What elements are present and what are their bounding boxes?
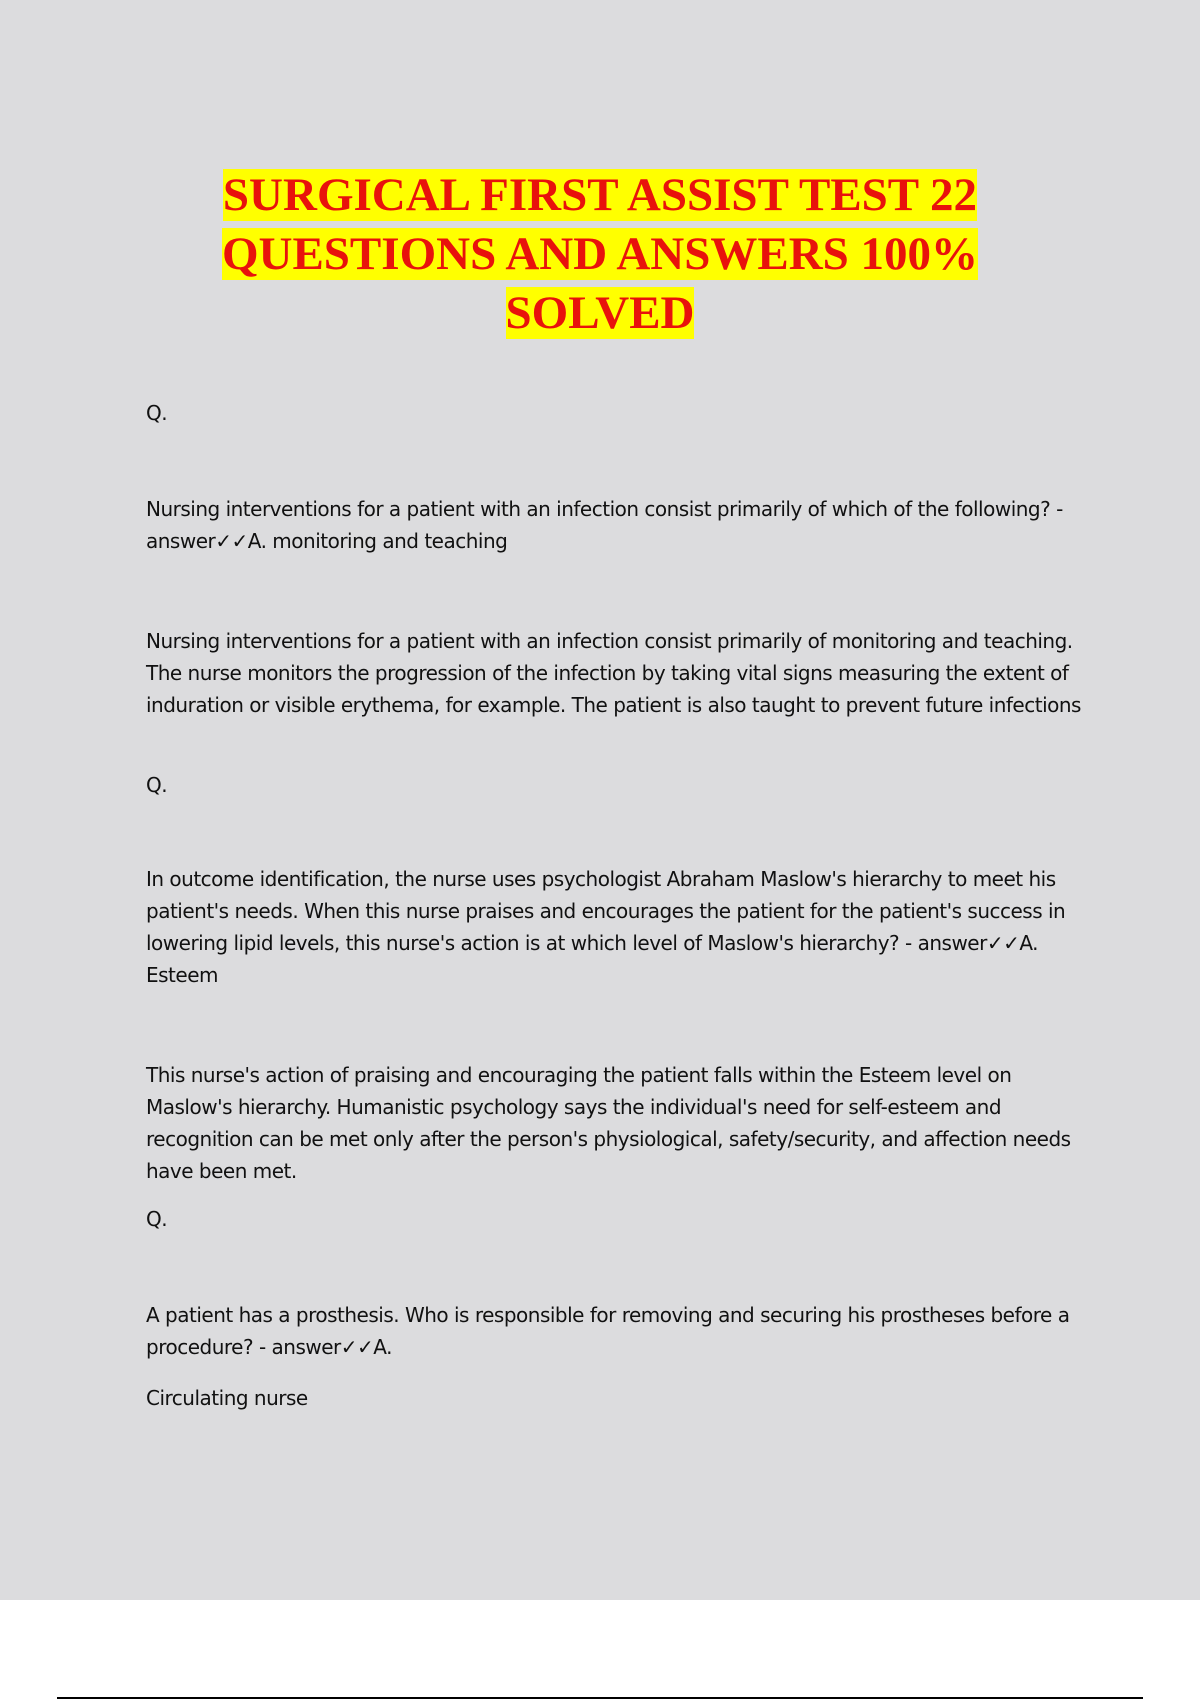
question-2-explanation: This nurse's action of praising and encouraging the patient falls within the Esteem level on Maslow's hierarchy. Humanistic psychology says the individual's need for self-esteem and recognition can be met only after the person's physiological, safety/security, and affection needs have been met. <box>146 1063 1071 1183</box>
title-line-2: QUESTIONS AND ANSWERS 100% <box>221 228 979 280</box>
question-1-explanation: Nursing interventions for a patient with an infection consist primarily of monitoring and teaching. The nurse monitors the progression of the infection by taking vital signs measuring the extent of induration or visible erythema, for example. The patient is also taught to prevent future infections <box>146 629 1081 717</box>
document-title <box>0 166 1200 343</box>
footer-rule <box>57 1697 1143 1699</box>
question-marker-3: Q. <box>146 1207 168 1231</box>
question-3-answer-continued: Circulating nurse <box>146 1386 308 1410</box>
question-2-text: In outcome identification, the nurse uses psychologist Abraham Maslow's hierarchy to meet his patient's needs. When this nurse praises and encourages the patient for the patient's success in lowering lipid levels, this nurse's action is at which level of Maslow's hierarchy? - answer✓✓A. Esteem <box>146 867 1066 987</box>
title-line-3: SOLVED <box>505 287 695 339</box>
question-3-text: A patient has a prosthesis. Who is responsible for removing and securing his prostheses before a procedure? - answer✓✓A. <box>146 1303 1070 1359</box>
question-marker-2: Q. <box>146 773 168 797</box>
question-marker-1: Q. <box>146 401 168 425</box>
title-line-1: SURGICAL FIRST ASSIST TEST 22 <box>222 169 978 221</box>
question-1-text: Nursing interventions for a patient with an infection consist primarily of which of the following? - answer✓✓A. monitoring and teaching <box>146 497 1063 553</box>
